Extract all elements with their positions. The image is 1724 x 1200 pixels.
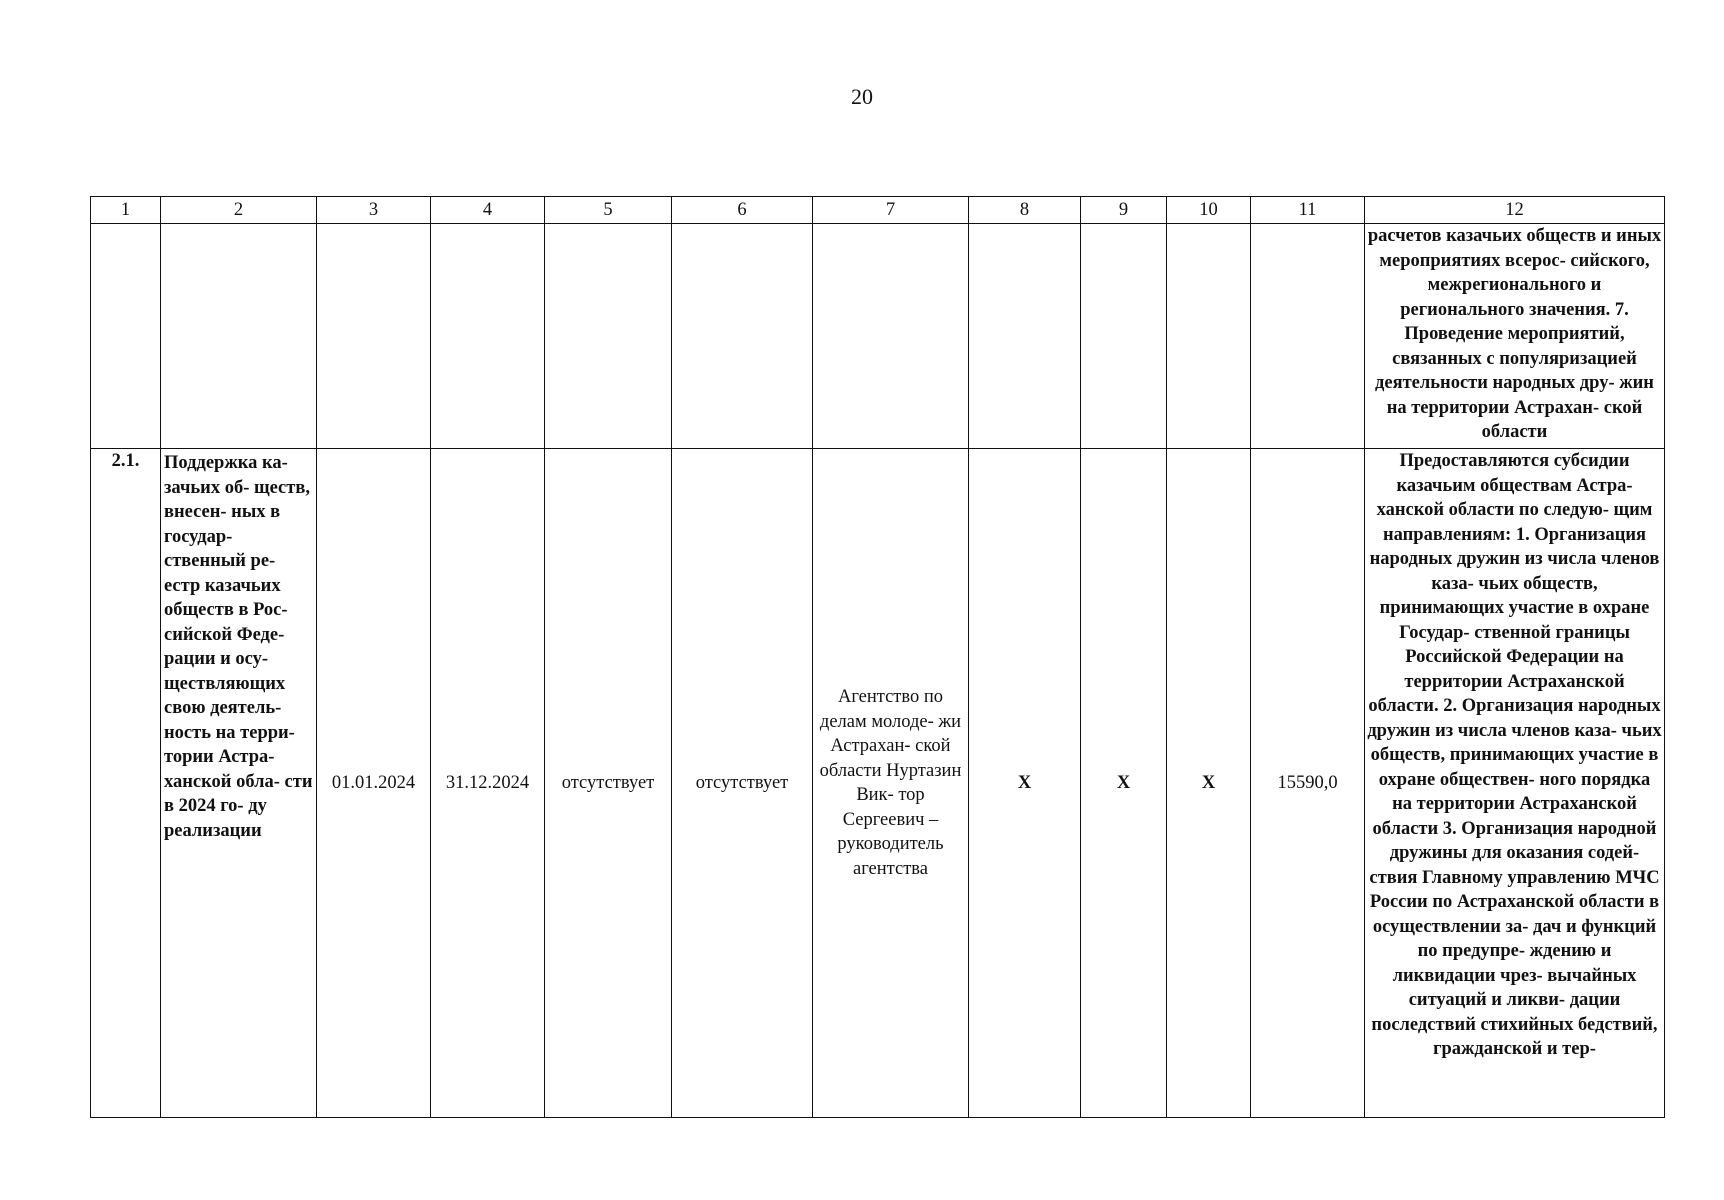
- row-number: 2.1.: [91, 449, 161, 1118]
- empty-cell: [161, 224, 317, 449]
- empty-cell: [1251, 224, 1365, 449]
- column-header-12: 12: [1365, 197, 1665, 224]
- responsible-executor: Агентство по делам молоде- жи Астрахан- ской области Нуртазин Вик- тор Сергеевич – руководитель агентства: [813, 449, 969, 1118]
- start-date: 01.01.2024: [317, 449, 431, 1118]
- measure-name: Поддержка ка- зачьих об- ществ, внесен- ных в государ- ственный ре- естр казачьих обществ в Рос- сийской Феде- рации и осу- ществляющих свою деятель- ность на терри- тории Астра- ханской обла- сти в 2024 го- ду реализации: [161, 449, 317, 1118]
- empty-cell: [672, 224, 813, 449]
- measure-description: Предоставляются субсидии казачьим обществам Астра- ханской области по следую- щим направлениям: 1. Организация народных дружин из числа членов каза- чьих обществ, принимающих участие в охране Государ- ственной границы Российской Федерации на территории Астраханской области. 2. Организация народных дружин из числа членов каза- чьих обществ, принимающих участие в охране обществен- ного порядка на территории Астраханской области 3. Организация народной дружины для оказания содей- ствия Главному управлению МЧС России по Астраханской области в осуществлении за- дач и функций по предупре- ждению и ликвидации чрез- вычайных ситуаций и ликви- дации последствий стихийных бедствий, гражданской и тер-: [1365, 449, 1665, 1118]
- empty-cell: [813, 224, 969, 449]
- program-table: [90, 196, 1665, 1118]
- empty-cell: [545, 224, 672, 449]
- page-number: 20: [851, 84, 873, 109]
- empty-cell: [1167, 224, 1251, 449]
- column-header-3: 3: [317, 197, 431, 224]
- funding-amount: 15590,0: [1251, 449, 1365, 1118]
- empty-cell: [969, 224, 1081, 449]
- end-date: 31.12.2024: [431, 449, 545, 1118]
- column-header-11: 11: [1251, 197, 1365, 224]
- col6-value: отсутствует: [672, 449, 813, 1118]
- continuation-row: [91, 224, 1665, 449]
- row-2-1: [91, 449, 1665, 1118]
- empty-cell: [317, 224, 431, 449]
- column-header-1: 1: [91, 197, 161, 224]
- column-header-10: 10: [1167, 197, 1251, 224]
- empty-cell: [1081, 224, 1167, 449]
- column-header-8: 8: [969, 197, 1081, 224]
- col8-value: X: [969, 449, 1081, 1118]
- column-header-2: 2: [161, 197, 317, 224]
- column-number-header-row: [91, 197, 1665, 224]
- empty-cell: [91, 224, 161, 449]
- column-header-5: 5: [545, 197, 672, 224]
- col5-value: отсутствует: [545, 449, 672, 1118]
- column-header-7: 7: [813, 197, 969, 224]
- col10-value: X: [1167, 449, 1251, 1118]
- col9-value: X: [1081, 449, 1167, 1118]
- column-header-4: 4: [431, 197, 545, 224]
- empty-cell: [431, 224, 545, 449]
- column-header-6: 6: [672, 197, 813, 224]
- column-header-9: 9: [1081, 197, 1167, 224]
- continued-description: расчетов казачьих обществ и иных мероприятиях всерос- сийского, межрегионального и регионального значения. 7. Проведение мероприятий, связанных с популяризацией деятельности народных дру- жин на территории Астрахан- ской области: [1365, 224, 1665, 449]
